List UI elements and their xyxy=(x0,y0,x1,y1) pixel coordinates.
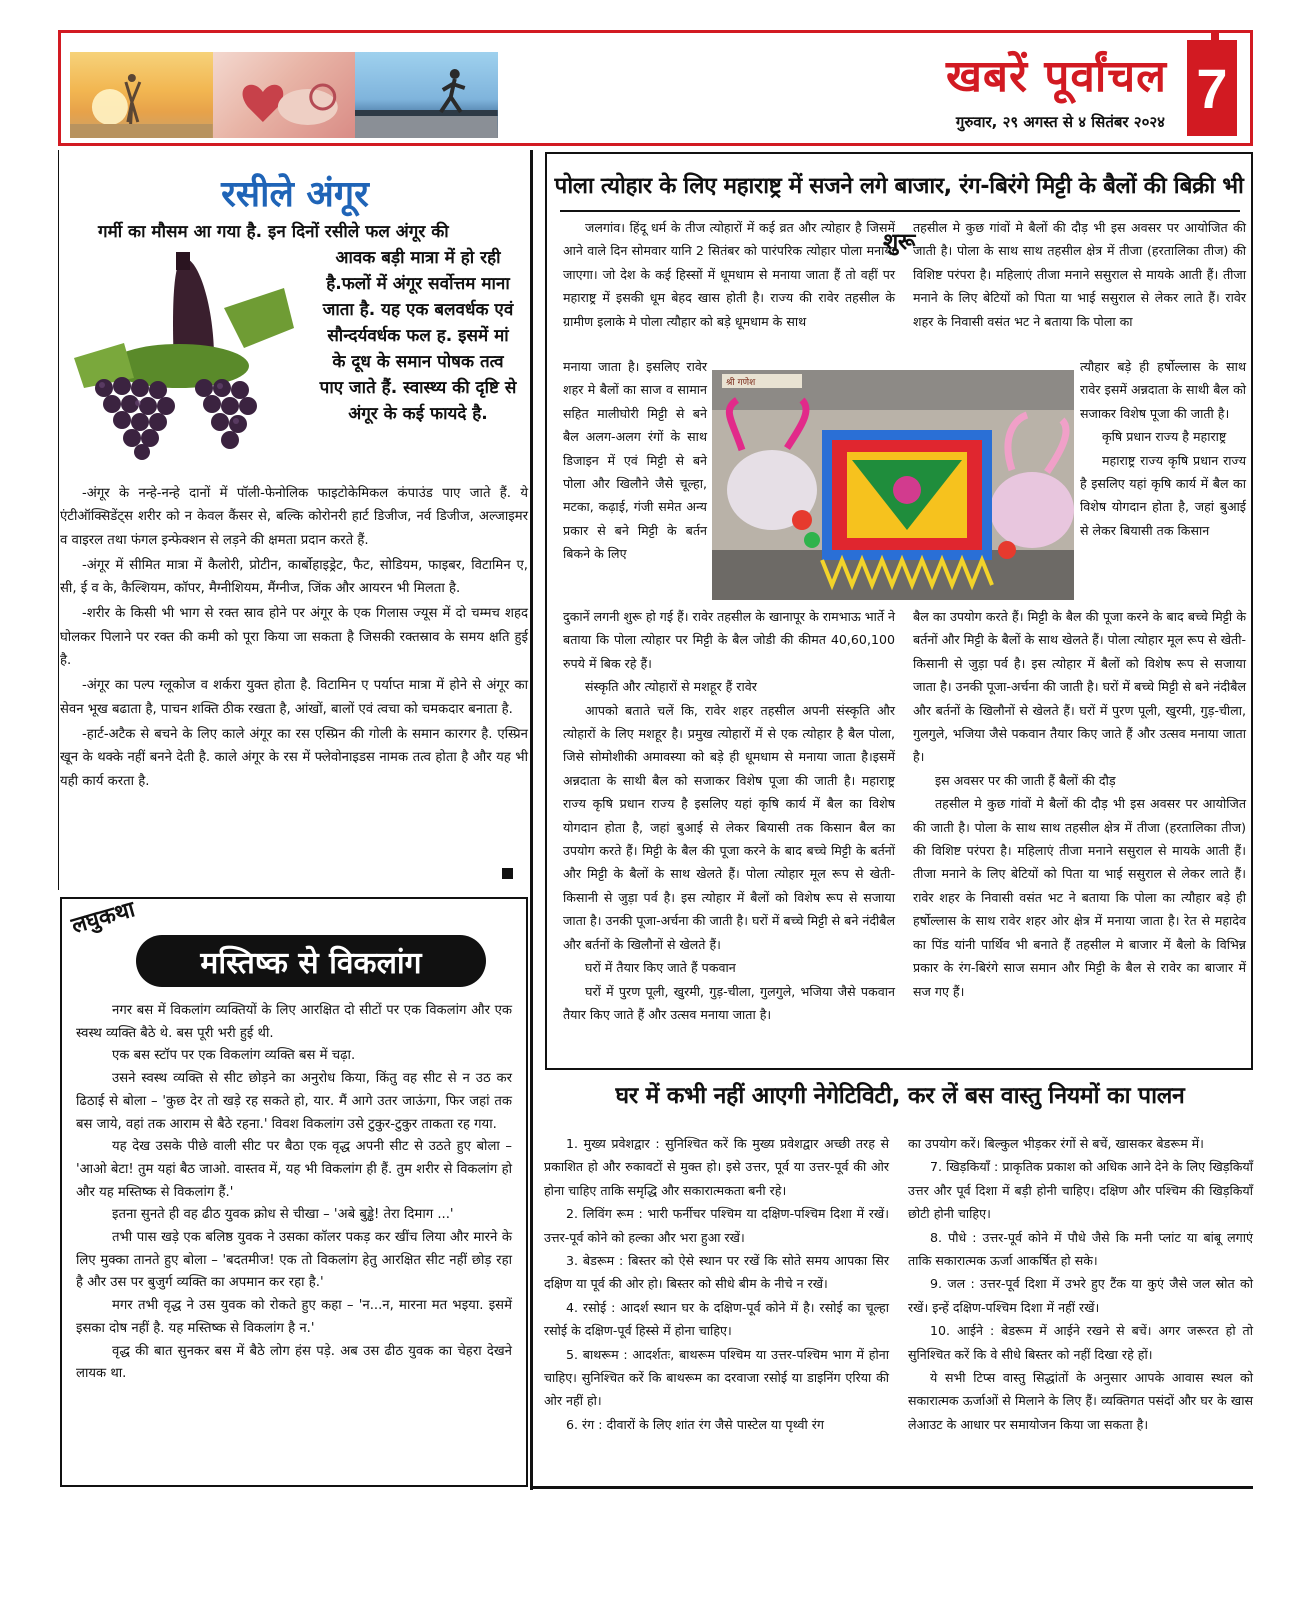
issue-date: गुरुवार, २९ अगस्त से ४ सितंबर २०२४ xyxy=(955,113,1165,131)
pola-subhead: संस्कृति और त्योहारों से मशहूर हैं रावेर xyxy=(585,679,757,695)
pola-col2-wrap xyxy=(1080,355,1246,542)
pola-subhead: इस अवसर पर की जाती हैं बैलों की दौड़ xyxy=(935,772,1116,788)
story-kicker: लघुकथा xyxy=(68,896,138,940)
pola-col2-bottom xyxy=(913,605,1246,1003)
pola-col1-bottom xyxy=(563,605,895,1026)
vastu-point: 8. पौधे : उत्तर-पूर्व कोने में पौधे जैसे कि मनी प्लांट या बांबू लगाएं ताकि सकारात्मक ऊर्जा आकर्षित हो सके। xyxy=(908,1229,1253,1269)
vastu-point: का उपयोग करें। बिल्कुल भीड़कर रंगों से बचें, खासकर बेडरूम में। xyxy=(908,1136,1204,1151)
vastu-col2 xyxy=(908,1132,1253,1436)
story-paragraph: यह देख उसके पीछे वाली सीट पर बैठा एक वृद्ध अपनी सीट से उठते हुए बोला – 'आओ बेटा! तुम यहां बैठ जाओ. वास्तव में, यह भी विकलांग ही हैं. तुम शरीर से विकलांग हो और यह मस्तिष्क से विकलांग हैं.' xyxy=(76,1139,512,1200)
grapes-paragraph: -हार्ट-अटैक से बचने के लिए काले अंगूर का रस एस्प्रिन की गोली के समान कारगर है. एस्प्रिन खून के थक्के नहीं बनने देती है. काले अंगूर के रस में फ्लेवोनाइडस नामक तत्व होता है और यह भी यही कार्य करता है. xyxy=(60,726,528,789)
vastu-point: 4. रसोई : आदर्श स्थान घर के दक्षिण-पूर्व कोने में है। रसोई का चूल्हा रसोई के दक्षिण-पूर्व हिस्से में होना चाहिए। xyxy=(544,1299,889,1339)
vastu-headline: घर में कभी नहीं आएगी नेगेटिविटी, कर लें बस वास्तु नियमों का पालन xyxy=(615,1083,1185,1109)
vastu-point: 2. लिविंग रूम : भारी फर्नीचर पश्चिम या दक्षिण-पश्चिम दिशा में रखें। उत्तर-पूर्व कोने को हल्का और भरा हुआ रखें। xyxy=(544,1206,889,1245)
story-paragraph: तभी पास खड़े एक बलिष्ठ युवक ने उसका कॉलर पकड़ कर खींच लिया और मारने के लिए मुक्का तानते हुए बोला – 'बदतमीज! एक तो विकलांग हेतु आरक्षित सीट नहीं छोड़ रहा है और उस पर बुजुर्ग व्यक्ति का अपमान कर रहा है.' xyxy=(76,1230,512,1291)
story-paragraph: उसने स्वस्थ व्यक्ति से सीट छोड़ने का अनुरोध किया, किंतु वह सीट से न उठ कर ढिठाई से बोला – 'कुछ देर तो खड़े रह सकते हो, यार. मैं आगे उतर जाऊंगा, फिर जहां तक बस जाये, वहां तक आराम से बैठे रहना.' विवश विकलांग उसे टुकुर-टुकुर ताकता रह गया. xyxy=(76,1071,512,1132)
pola-subhead: कृषि प्रधान राज्य है महाराष्ट्र xyxy=(1102,429,1227,445)
grapes-paragraph: -अंगूर में सीमित मात्रा में कैलोरी, प्रोटीन, कार्बोहाइड्रेट, फैट, सोडियम, फाइबर, विटामिन ए, सी, ई व के, कैल्शियम, कॉपर, मैग्नीशियम, मैंग्नीज, जिंक और आयरन भी मिलता है. xyxy=(60,557,528,597)
headline-rule xyxy=(560,210,1240,212)
vastu-point: 10. आईने : बेडरूम में आईने रखने से बचें। अगर जरूरत हो तो सुनिश्चित करें कि वे सीधे बिस्तर को नहीं दिखा रहे हों। xyxy=(908,1323,1253,1362)
header-photo-runner xyxy=(355,52,498,138)
pola-paragraph: बैल का उपयोग करते हैं। मिट्टी के बैल की पूजा करने के बाद बच्चे मिट्टी के बर्तनों और मिट्टी के बैलों के साथ खेलते हैं। पोला त्योहार मूल रूप से खेती-किसानी से जुड़ा पर्व है। इस त्योहार में बैलों को विशेष रूप से सजाया जाता है। उनकी पूजा-अर्चना की जाती है। घरों में बच्चे मिट्टी से बने नंदीबैल और बर्तनों के खिलौनों से खेलते हैं। घरों में पुरण पूली, खुरमी, गुड़-चीला, गुलगुले, भजिया जैसे पकवान तैयार किए जाते हैं और उत्सव मनाया जाता है। xyxy=(913,609,1246,765)
pola-paragraph: महाराष्ट्र राज्य कृषि प्रधान राज्य है इसलिए यहां कृषि कार्य में बैल का विशेष योगदान होता है, जहां बुआई से लेकर बियासी तक किसान xyxy=(1080,452,1246,538)
vastu-point: 3. बेडरूम : बिस्तर को ऐसे स्थान पर रखें कि सोते समय आपका सिर दक्षिण या पूर्व की ओर हो। बिस्तर को सीधे बीम के नीचे न रखें। xyxy=(544,1253,889,1292)
left-column-rule xyxy=(58,150,59,890)
pola-paragraph: घरों में पुरण पूली, खुरमी, गुड़-चीला, गुलगुले, भजिया जैसे पकवान तैयार किए जाते हैं और उत्सव मनाया जाता है। xyxy=(563,983,895,1022)
header-photo-hands-heart xyxy=(213,52,356,138)
pola-col1-top xyxy=(563,216,895,333)
pola-paragraph: जलगांव। हिंदू धर्म के तीज त्योहारों में कई व्रत और त्योहार है जिसमें आने वाले दिन सोमवार यानि 2 सितंबर को पारंपरिक त्योहार पोला मनाया जाएगा। जो देश के कई हिस्सों में धूमधाम से मनाया जाता हैं तो वहीं पर महाराष्ट्र में इसकी धूम बेहद खास होती है। राज्य की रावेर तहसील के ग्रामीण इलाके मे पोला त्यौहार को बड़े धूमधाम के साथ xyxy=(563,220,895,329)
grapes-image xyxy=(64,248,300,460)
pola-paragraph: तहसील मे कुछ गांवों मे बैलों की दौड़ भी इस अवसर पर आयोजित की जाती है। पोला के साथ साथ तहसील क्षेत्र में तीजा (हरतालिका तीज) की विशिष्ट परंपरा है। महिलाएं तीजा मनाने ससुराल से मायके आती हैं। तीजा मनाने के लिए बेटियों को पिता या भाई ससुराल से लेकर लाते हैं। रावेर शहर के निवासी वसंत भट ने बताया कि पोला का त्यौहार बड़े ही हर्षोल्लास के साथ रावेर शहर ओर क्षेत्र में मनाया जाता है। रेत से महादेव का पिंड यांनी पार्थिव भी बनाते हैं तहसील मे बाजार में बैलो के विभिन्न प्रकार के रंग-बिरंगे साज समान और मिट्टी के बैल से रावेर का बाजार में सज गए हैं। xyxy=(913,796,1246,999)
pola-paragraph: तहसील मे कुछ गांवों मे बैलों की दौड़ भी इस अवसर पर आयोजित की जाती है। पोला के साथ साथ तहसील क्षेत्र में तीजा (हरतालिका तीज) की विशिष्ट परंपरा है। महिलाएं तीजा मनाने ससुराल से मायके आती हैं। तीजा मनाने के लिए बेटियों को पिता या भाई ससुराल से लेकर लाते हैं। रावेर शहर के निवासी वसंत भट ने बताया कि पोला का xyxy=(913,220,1246,329)
vastu-point: 6. रंग : दीवारों के लिए शांत रंग जैसे पास्टेल या पृथ्वी रंग xyxy=(566,1416,824,1432)
story-body xyxy=(76,1000,512,1386)
page-number-dot xyxy=(1211,32,1219,40)
grapes-paragraph: -शरीर के किसी भी भाग से रक्त स्राव होने पर अंगूर के एक गिलास ज्यूस में दो चम्मच शहद घोलकर पिलाने पर रक्त की कमी को पूरा किया जा सकता है जिसकी रक्तस्राव के समय क्षति हुई है. xyxy=(60,606,528,669)
photo-banner-text: श्री गणेश xyxy=(726,378,756,388)
pola-subhead: घरों में तैयार किए जाते हैं पकवान xyxy=(585,960,736,976)
grapes-intro: आवक बड़ी मात्रा में हो रही है.फलों में अंगूर सर्वोत्तम माना जाता है. यह एक बलवर्धक एवं सौन्दर्यवर्धक फल ह. इसमें मां के दूध के समान पोषक तत्व पाए जाते हैं. स्वास्थ्य की दृष्टि से अंगूर के कई फायदे है. xyxy=(319,248,517,424)
pola-paragraph: आपको बताते चलें कि, रावेर शहर तहसील अपनी संस्कृति और त्योहारों के लिए मशहूर है। प्रमुख त्योहारों में से एक त्योहार है बैल पोला, जिसे सोमोशीकी अमावस्या को बड़े ही धूमधाम से मनाया जाता है।इसमें अन्नदाता के साथी बैल को सजाकर विशेष पूजा की जाती है। महाराष्ट्र राज्य कृषि प्रधान राज्य है इसलिए यहां कृषि कार्य में बैल का विशेष योगदान होता है, जहां बुआई से लेकर बियासी तक किसान बैल का उपयोग करते हैं। मिट्टी के बैल की पूजा करने के बाद बच्चे मिट्टी के बर्तनों और मिट्टी के बैलों के साथ खेलते हैं। पोला त्योहार मूल रूप से खेती-किसानी से जुड़ा पर्व है। इस त्योहार में बैलों को विशेष रूप से सजाया जाता है। उनकी पूजा-अर्चना की जाती है। घरों में बच्चे मिट्टी से बने नंदीबैल और बर्तनों के खिलौनों से खेलते हैं। xyxy=(563,702,895,952)
grapes-paragraph: -अंगूर के नन्हे-नन्हे दानों में पॉली-फेनोलिक फाइटोकेमिकल कंपाउंड पाए जाते हैं. ये एंटीऑक्सिडेंट्स शरीर को न केवल कैंसर से, बल्कि कोरोनरी हार्ट डिजीज, नर्व डिजीज, अल्जाइमर व वाइरल तथा फंगल इन्फेक्शन से लड़ने की क्षमता प्रदान करते हैं. xyxy=(60,486,528,548)
grapes-paragraph: -अंगूर का पल्प ग्लूकोज व शर्करा युक्त होता है. विटामिन ए पर्याप्त मात्रा में होने से अंगूर का सेवन भूख बढाता है, पाचन शक्ति ठीक रखता है, आंखों, बालों एवं त्वचा को चमकदार बनाता है. xyxy=(60,678,528,717)
header-photo-strip xyxy=(70,52,498,138)
pola-paragraph: त्यौहार बड़े ही हर्षोल्लास के साथ रावेर इसमें अन्नदाता के साथी बैल को सजाकर विशेष पूजा की जाती है। xyxy=(1080,359,1246,421)
masthead-title: खबरें पूर्वांचल xyxy=(945,51,1167,102)
vastu-point: 5. बाथरूम : आदर्शतः, बाथरूम पश्चिम या उत्तर-पश्चिम भाग में होना चाहिए। सुनिश्चित करें कि बाथरूम का दरवाजा रसोई या डाइनिंग एरिया की ओर नहीं हो। xyxy=(544,1346,889,1409)
header-photo-sunrise xyxy=(70,52,213,138)
pola-col2-top xyxy=(913,216,1246,333)
story-title: मस्तिष्क से विकलांग xyxy=(200,945,422,981)
column-divider xyxy=(530,150,533,1490)
vastu-point: ये सभी टिप्स वास्तु सिद्धांतों के अनुसार आपके आवास स्थल को सकारात्मक ऊर्जाओं से मिलाने के लिए हैं। व्यक्तिगत पसंदों और घर के खास लेआउट के आधार पर समायोजन किया जा सकता है। xyxy=(908,1370,1253,1432)
story-paragraph: नगर बस में विकलांग व्यक्तियों के लिए आरक्षित दो सीटों पर एक विकलांग और एक स्वस्थ व्यक्ति बैठे थे. बस पूरी भरी हुई थी. xyxy=(76,1003,512,1041)
pola-paragraph: दुकानें लगनी शुरू हो गई हैं। रावेर तहसील के खानापूर के रामभाऊ भार्ते ने बताया कि पोला त्योहार पर मिट्टी के बैल जोडी की कीमत 40,60,100 रुपये में बिक रहे हैं। xyxy=(563,609,896,671)
story-paragraph: वृद्ध की बात सुनकर बस में बैठे लोग हंस पड़े. अब उस ढीठ युवक का चेहरा देखने लायक था. xyxy=(76,1343,512,1382)
grapes-intro-first-line: गर्मी का मौसम आ गया है. इन दिनों रसीले फल अंगूर की xyxy=(98,222,449,242)
story-paragraph: मगर तभी वृद्ध ने उस युवक को रोकते हुए कहा – 'न...न, मारना मत भइया. इसमें इसका दोष नहीं है. यह मस्तिष्क से विकलांग है न.' xyxy=(76,1298,512,1336)
pola-col1-wrap xyxy=(563,355,707,566)
story-paragraph: एक बस स्टॉप पर एक विकलांग व्यक्ति बस में चढ़ा. xyxy=(112,1048,356,1064)
pola-headline: पोला त्योहार के लिए महाराष्ट्र में सजने लगे बाजार, रंग-बिरंगे मिट्टी के बैलों की बिक्री भी शुरू xyxy=(554,173,1244,255)
page-number: 7 xyxy=(1187,40,1237,136)
pola-paragraph: मनाया जाता है। इसलिए रावेर शहर मे बैलों का साज व सामान सहित मालीघोरी मिट्टी से बने बैल अलग-अलग रंगों के साथ डिजाइन में एवं मिट्टी से बने पोला और खिलौने जैसे चूल्हा, मटका, कढ़ाई, गंजी समेत अन्य प्रकार से बने मिट्टी के बर्तन बिकने के लिए xyxy=(563,359,707,562)
decorated-bulls-photo xyxy=(712,370,1074,600)
vastu-point: 9. जल : उत्तर-पूर्व दिशा में उभरे हुए टैंक या कुएं जैसे जल स्रोत को रखें। इन्हें दक्षिण-पश्चिम दिशा में नहीं रखें। xyxy=(908,1276,1253,1315)
story-paragraph: इतना सुनते ही वह ढीठ युवक क्रोध से चीखा – 'अबे बुड्ढे! तेरा दिमाग ...' xyxy=(112,1207,454,1223)
story-title-banner xyxy=(136,935,486,987)
bottom-rule xyxy=(530,1486,1253,1489)
vastu-col1 xyxy=(544,1132,889,1436)
article-end-mark xyxy=(502,868,513,879)
vastu-point: 1. मुख्य प्रवेशद्वार : सुनिश्चित करें कि मुख्य प्रवेशद्वार अच्छी तरह से प्रकाशित हो और रुकावटों से मुक्त हो। इसे उत्तर, पूर्व या उत्तर-पूर्व की ओर होना चाहिए ताकि समृद्धि और सकारात्मकता बनी रहे। xyxy=(544,1136,889,1198)
vastu-point: 7. खिड़कियाँ : प्राकृतिक प्रकाश को अधिक आने देने के लिए खिड़कियाँ उत्तर और पूर्व दिशा में बड़ी होनी चाहिए। दक्षिण और पश्चिम की खिड़कियाँ छोटी होनी चाहिए। xyxy=(908,1159,1253,1222)
grapes-title: रसीले अंगूर xyxy=(221,173,369,215)
grapes-body xyxy=(60,482,528,795)
